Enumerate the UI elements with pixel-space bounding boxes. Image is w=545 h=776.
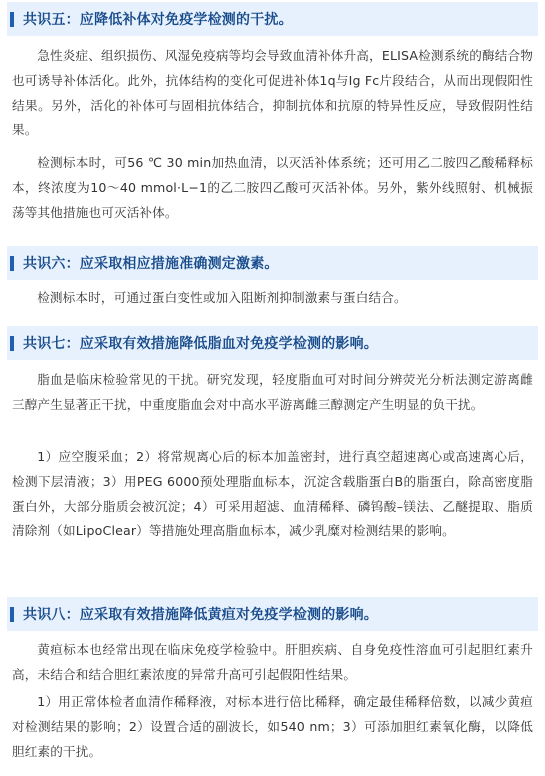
accent-bar — [10, 12, 14, 27]
section-heading-5 — [7, 2, 538, 36]
paragraph: 急性炎症、组织损伤、风湿免疫病等均会导致血清补体升高，ELISA检测系统的酶结合物也可诱导补体活化。此外，抗体结构的变化可促进补体1q与Ig Fc片段结合，从而出现假阳性结果。另外，活化的补体可与固相抗体结合，抑制抗体和抗原的特异性反应，导致假阴性结果。 — [12, 48, 533, 138]
paragraph: 检测标本时，可56 ℃ 30 min加热血清，以灭活补体系统；还可用乙二胺四乙酸稀释标本，终浓度为10～40 mmol·L−1的乙二胺四乙酸可灭活补体。另外，紫外线照射、机械振荡等其他措施也可灭活补体。 — [12, 155, 533, 220]
paragraph: 脂血是临床检验常见的干扰。研究发现，轻度脂血可对时间分辨荧光分析法测定游离雌三醇产生显著正干扰，中重度脂血会对中高水平游离雌三醇测定产生明显的负干扰。 — [12, 372, 533, 412]
paragraph: 检测标本时，可通过蛋白变性或加入阻断剂抑制激素与蛋白结合。 — [37, 290, 407, 305]
heading-text: 共识七：应采取有效措施降低脂血对免疫学检测的影响。 — [23, 336, 378, 352]
heading-text: 共识八：应采取有效措施降低黄疸对免疫学检测的影响。 — [23, 607, 378, 623]
section-heading-7 — [7, 326, 538, 360]
accent-bar — [10, 336, 14, 351]
paragraph: 1）用正常体检者血清作稀释液，对标本进行倍比稀释，确定最佳稀释倍数，以减少黄疸对检测结果的影响；2）设置合适的副波长，如540 nm；3）可添加胆红素氧化酶，以降低胆红素的干扰。 — [12, 694, 533, 759]
heading-text: 共识五：应降低补体对免疫学检测的干扰。 — [23, 12, 293, 28]
heading-text: 共识六：应采取相应措施准确测定激素。 — [23, 256, 279, 272]
accent-bar — [10, 607, 14, 622]
paragraph: 1）应空腹采血；2）将常规离心后的标本加盖密封，进行真空超速离心或高速离心后，检测下层清液；3）用PEG 6000预处理脂血标本，沉淀含载脂蛋白B的脂蛋白，除高密度脂蛋白外，大部分脂质会被沉淀；4）可采用超滤、血清稀释、磷钨酸–镁法、乙醚提取、脂质清除剂（如LipoClear）等措施处理高脂血标本，减少乳糜对检测结果的影响。 — [12, 449, 533, 539]
section-heading-8 — [7, 597, 538, 631]
accent-bar — [10, 256, 14, 271]
section-heading-6 — [7, 246, 538, 280]
paragraph: 黄疸标本也经常出现在临床免疫学检验中。肝胆疾病、自身免疫性溶血可引起胆红素升高，未结合和结合胆红素浓度的异常升高可引起假阳性结果。 — [12, 642, 533, 682]
